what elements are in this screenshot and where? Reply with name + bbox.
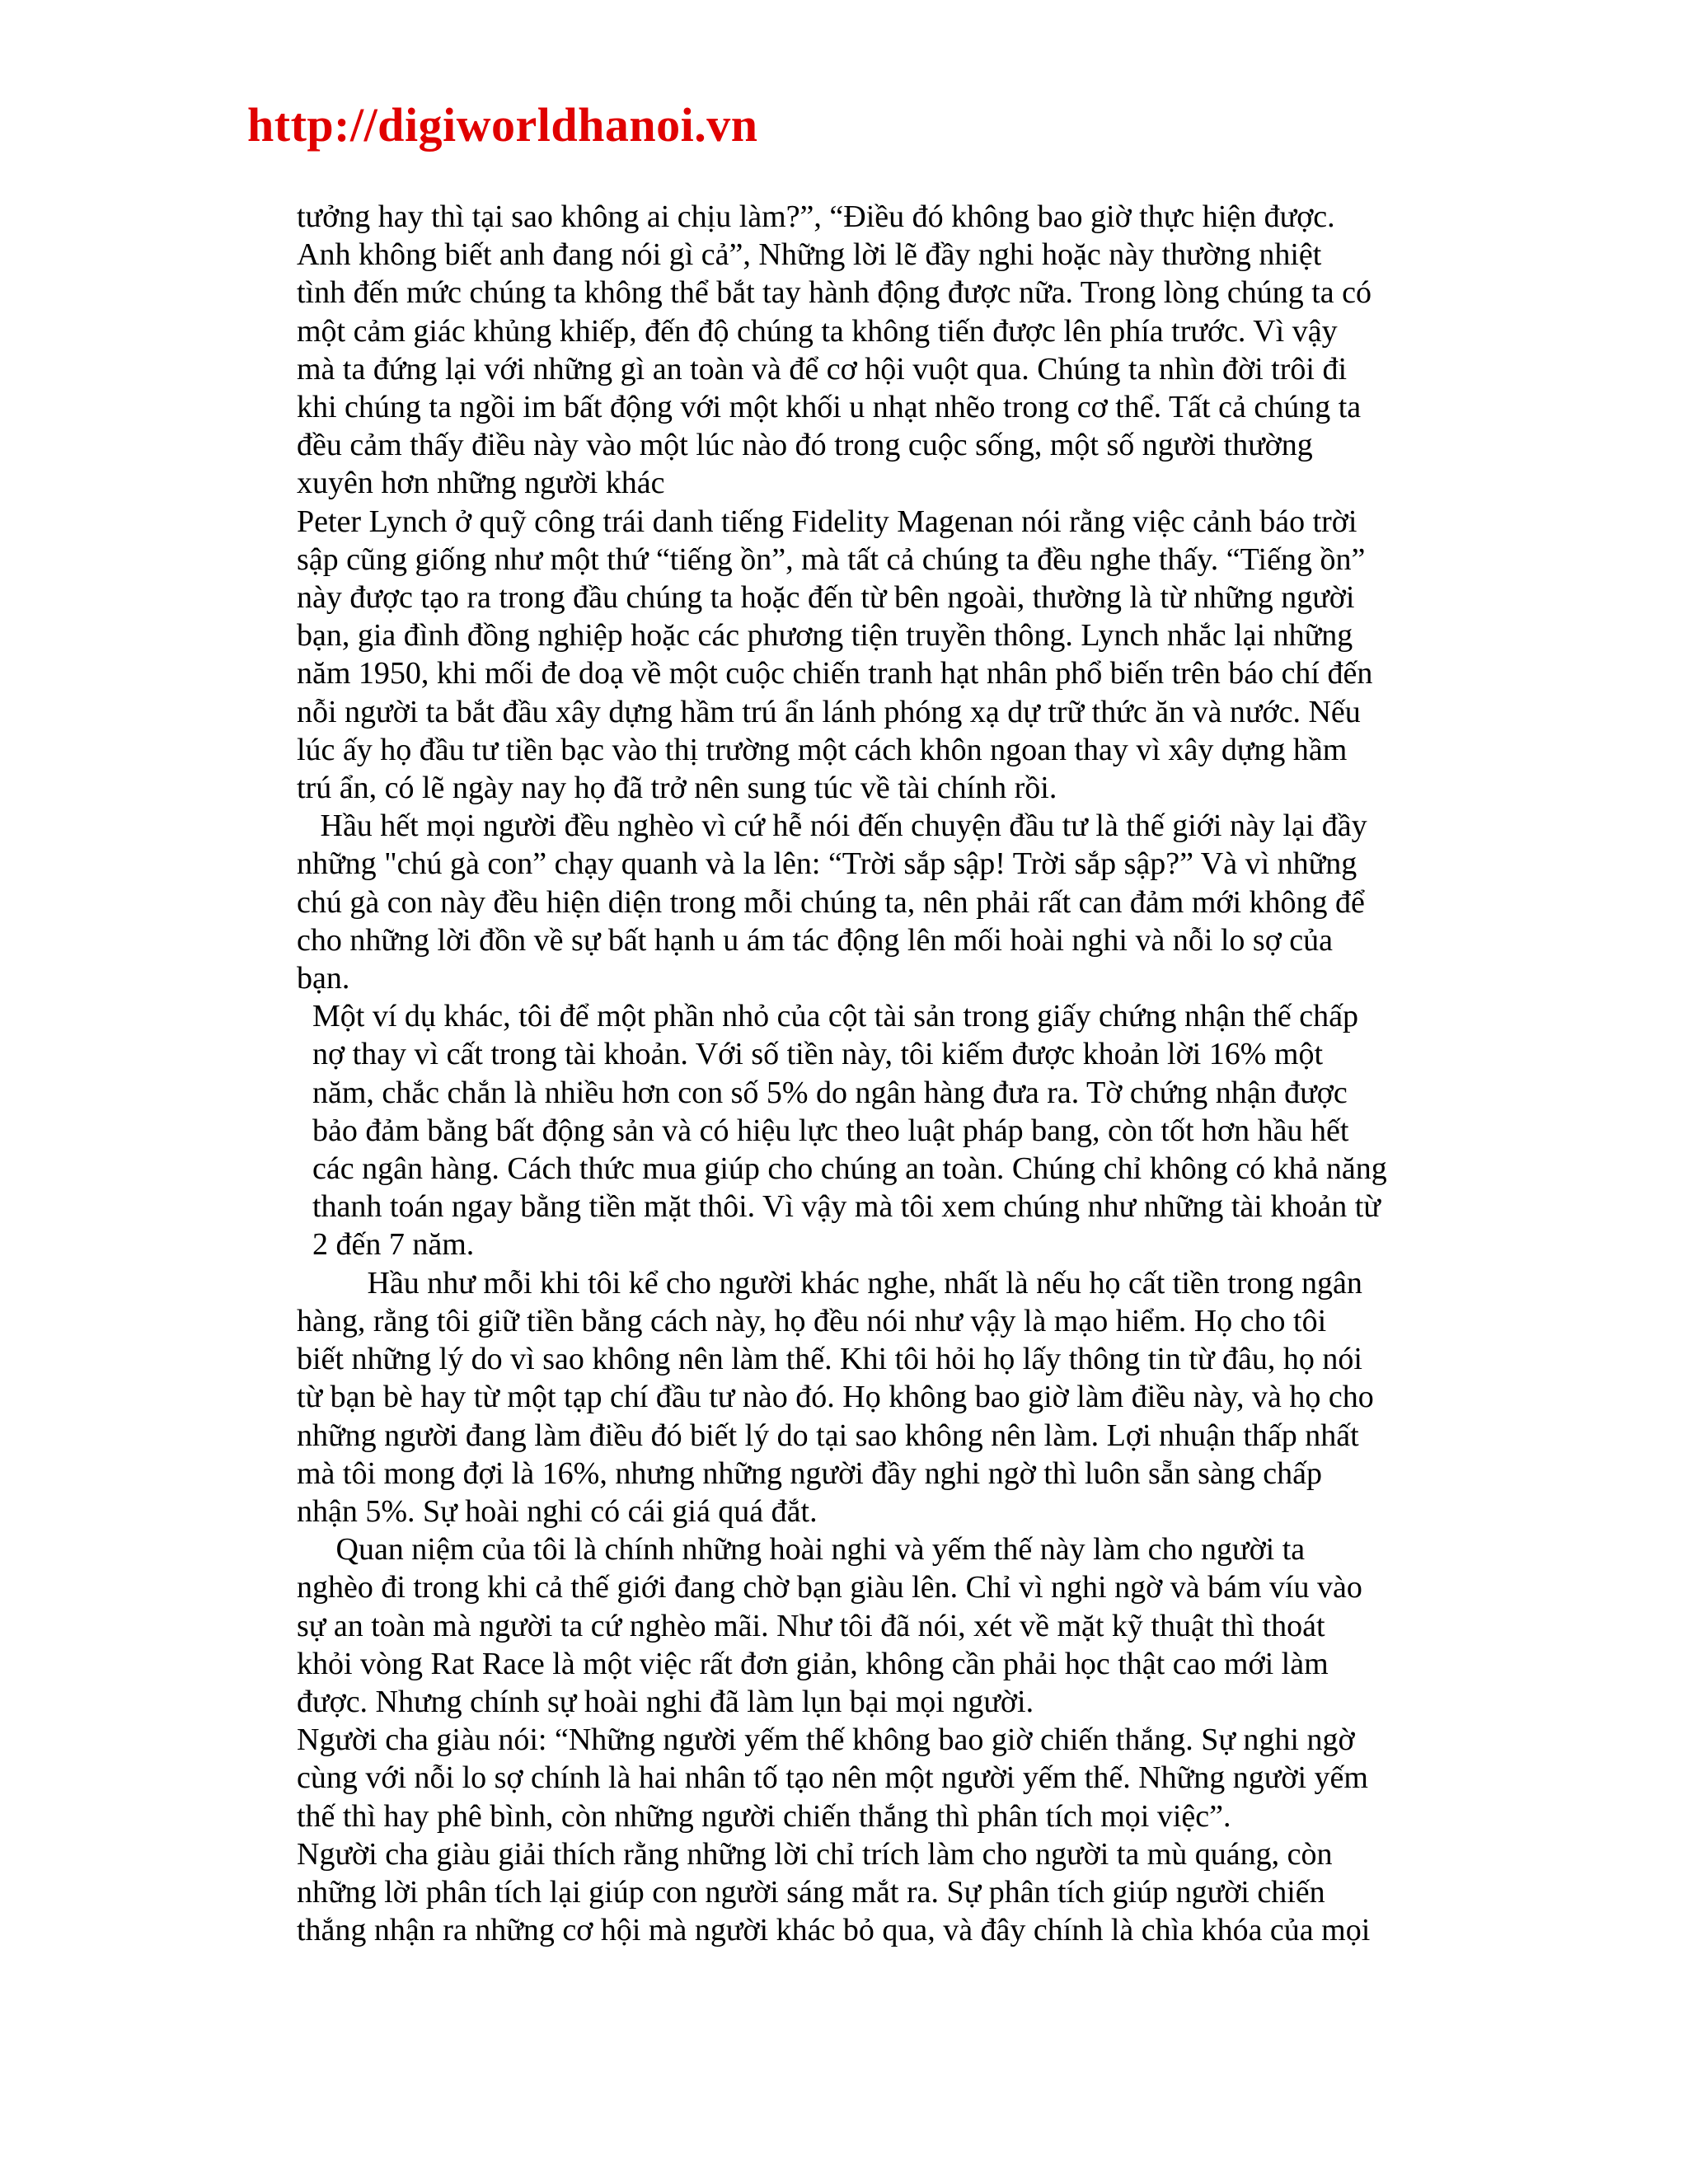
text-line: Một ví dụ khác, tôi để một phần nhỏ của cột tài sản trong giấy chứng nhận thế chấp bbox=[297, 999, 1359, 1034]
text-line: cùng với nỗi lo sợ chính là hai nhân tố tạo nên một người yếm thế. Những người yếm bbox=[297, 1760, 1368, 1796]
text-line: Quan niệm của tôi là chính những hoài nghi và yếm thế này làm cho người ta bbox=[297, 1532, 1306, 1568]
text-line: Người cha giàu nói: “Những người yếm thế không bao giờ chiến thắng. Sự nghi ngờ bbox=[297, 1722, 1355, 1758]
text-line: bạn. bbox=[297, 961, 350, 996]
text-line: cho những lời đồn về sự bất hạnh u ám tác động lên mối hoài nghi và nỗi lo sợ của bbox=[297, 922, 1334, 958]
text-line: thắng nhận ra những cơ hội mà người khác bỏ qua, và đây chính là chìa khóa của mọi bbox=[297, 1913, 1371, 1948]
text-line: thanh toán ngay bằng tiền mặt thôi. Vì vậy mà tôi xem chúng như những tài khoản từ bbox=[297, 1189, 1381, 1225]
text-line: những lời phân tích lại giúp con người sáng mắt ra. Sự phân tích giúp người chiến bbox=[297, 1874, 1325, 1910]
text-line: xuyên hơn những người khác bbox=[297, 466, 665, 501]
text-line: những "chú gà con” chạy quanh và la lên: “Trời sắp sập! Trời sắp sập?” Và vì những bbox=[297, 846, 1357, 882]
text-line: năm, chắc chắn là nhiều hơn con số 5% do ngân hàng đưa ra. Tờ chứng nhận được bbox=[297, 1075, 1348, 1110]
text-line: được. Nhưng chính sự hoài nghi đã làm lụn bại mọi người. bbox=[297, 1684, 1034, 1719]
site-url-header: http://digiworldhanoi.vn bbox=[247, 98, 758, 152]
text-line: sập cũng giống như một thứ “tiếng ồn”, mà tất cả chúng ta đều nghe thấy. “Tiếng ồn” bbox=[297, 541, 1366, 577]
text-line: Hầu hết mọi người đều nghèo vì cứ hễ nói đến chuyện đầu tư là thế giới này lại đầy bbox=[297, 808, 1367, 844]
text-line: mà ta đứng lại với những gì an toàn và để cơ hội vuột qua. Chúng ta nhìn đời trôi đi bbox=[297, 351, 1348, 387]
text-line: này được tạo ra trong đầu chúng ta hoặc đến từ bên ngoài, thường là từ những người bbox=[297, 580, 1355, 616]
text-line: hàng, rằng tôi giữ tiền bằng cách này, họ đều nói như vậy là mạo hiểm. Họ cho tôi bbox=[297, 1303, 1327, 1338]
text-line: Anh không biết anh đang nói gì cả”, Những lời lẽ đầy nghi hoặc này thường nhiệt bbox=[297, 237, 1322, 273]
text-line: thế thì hay phê bình, còn những người chiến thắng thì phân tích mọi việc”. bbox=[297, 1798, 1231, 1834]
text-line: khỏi vòng Rat Race là một việc rất đơn giản, không cần phải học thật cao mới làm bbox=[297, 1646, 1329, 1681]
document-body-text bbox=[297, 198, 1451, 1949]
text-line: mà tôi mong đợi là 16%, nhưng những người đầy nghi ngờ thì luôn sẵn sàng chấp bbox=[297, 1455, 1322, 1491]
text-line: tình đến mức chúng ta không thể bắt tay hành động được nữa. Trong lòng chúng ta có bbox=[297, 275, 1372, 311]
text-line: bảo đảm bằng bất động sản và có hiệu lực theo luật pháp bang, còn tốt hơn hầu hết bbox=[297, 1113, 1349, 1148]
text-line: tưởng hay thì tại sao không ai chịu làm?”, “Điều đó không bao giờ thực hiện được. bbox=[297, 199, 1335, 234]
text-line: nợ thay vì cất trong tài khoản. Với số tiền này, tôi kiếm được khoản lời 16% một bbox=[297, 1037, 1324, 1072]
text-line: Hầu như mỗi khi tôi kể cho người khác nghe, nhất là nếu họ cất tiền trong ngân bbox=[297, 1265, 1362, 1301]
text-line: đều cảm thấy điều này vào một lúc nào đó trong cuộc sống, một số người thường bbox=[297, 428, 1313, 463]
text-line: nhận 5%. Sự hoài nghi có cái giá quá đắt. bbox=[297, 1493, 818, 1529]
text-line: bạn, gia đình đồng nghiệp hoặc các phương tiện truyền thông. Lynch nhắc lại những bbox=[297, 618, 1353, 654]
text-line: những người đang làm điều đó biết lý do tại sao không nên làm. Lợi nhuận thấp nhất bbox=[297, 1418, 1359, 1453]
text-line: một cảm giác khủng khiếp, đến độ chúng ta không tiến được lên phía trước. Vì vậy bbox=[297, 313, 1338, 349]
text-line: khi chúng ta ngồi im bất động với một khối u nhạt nhẽo trong cơ thể. Tất cả chúng ta bbox=[297, 390, 1362, 425]
text-line: năm 1950, khi mối đe doạ về một cuộc chiến tranh hạt nhân phổ biến trên báo chí đến bbox=[297, 656, 1373, 691]
text-line: từ bạn bè hay từ một tạp chí đầu tư nào đó. Họ không bao giờ làm điều này, và họ cho bbox=[297, 1380, 1374, 1415]
text-line: nghèo đi trong khi cả thế giới đang chờ bạn giàu lên. Chỉ vì nghi ngờ và bám víu vào bbox=[297, 1570, 1362, 1605]
text-line: biết những lý do vì sao không nên làm thế. Khi tôi hỏi họ lấy thông tin từ đâu, họ nói bbox=[297, 1342, 1362, 1377]
text-line: lúc ấy họ đầu tư tiền bạc vào thị trường một cách khôn ngoan thay vì xây dựng hầm bbox=[297, 732, 1348, 767]
text-line: 2 đến 7 năm. bbox=[297, 1227, 475, 1263]
text-line: sự an toàn mà người ta cứ nghèo mãi. Như tôi đã nói, xét về mặt kỹ thuật thì thoát bbox=[297, 1608, 1325, 1643]
text-line: trú ẩn, có lẽ ngày nay họ đã trở nên sung túc về tài chính rồi. bbox=[297, 771, 1057, 806]
text-line: Người cha giàu giải thích rằng những lời chỉ trích làm cho người ta mù quáng, còn bbox=[297, 1836, 1333, 1872]
text-line: các ngân hàng. Cách thức mua giúp cho chúng an toàn. Chúng chỉ không có khả năng bbox=[297, 1151, 1387, 1187]
text-line: nỗi người ta bắt đầu xây dựng hầm trú ẩn lánh phóng xạ dự trữ thức ăn và nước. Nếu bbox=[297, 694, 1361, 729]
text-line: Peter Lynch ở quỹ công trái danh tiếng Fidelity Magenan nói rằng việc cảnh báo trời bbox=[297, 504, 1357, 539]
text-line: chú gà con này đều hiện diện trong mỗi chúng ta, nên phải rất can đảm mới không để bbox=[297, 884, 1365, 920]
